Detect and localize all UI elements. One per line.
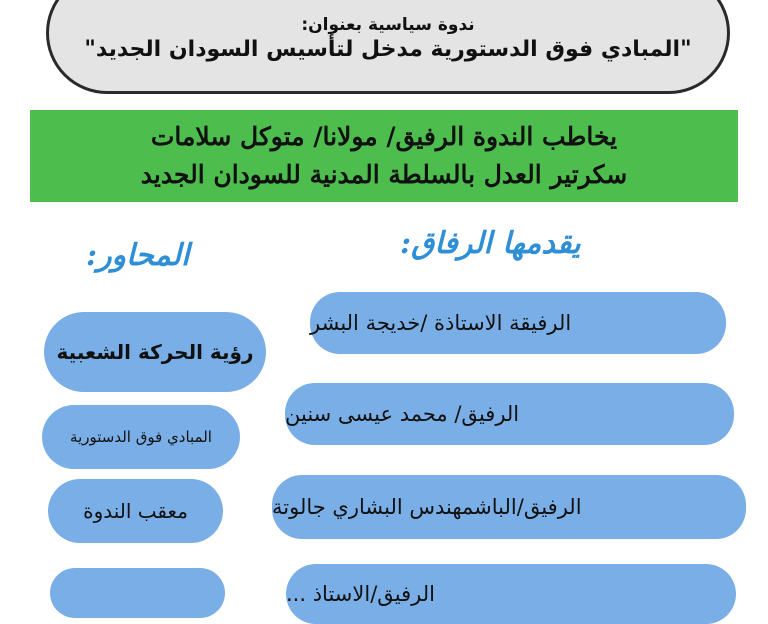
axis-item-4 — [50, 568, 225, 618]
title-main: "المبادي فوق الدستورية مدخل لتأسيس السودان الجديد" — [84, 37, 692, 62]
axis-item-2: المبادي فوق الدستورية — [42, 405, 240, 469]
presenter-item-3: الرفيق/الباشمهندس البشاري جالوتة — [272, 475, 746, 539]
banner-line-2: سكرتير العدل بالسلطة المدنية للسودان الجديد — [140, 160, 628, 189]
presenter-item-1: الرفيقة الاستاذة /خديجة البشر — [310, 292, 726, 354]
axes-heading: المحاور: — [86, 238, 190, 273]
presenter-item-4: الرفيق/الاستاذ ... — [286, 564, 736, 624]
presenters-heading: يقدمها الرفاق: — [400, 226, 581, 261]
banner-line-1: يخاطب الندوة الرفيق/ مولانا/ متوكل سلامات — [150, 122, 618, 151]
presenter-item-2: الرفيق/ محمد عيسى سنين — [285, 383, 734, 445]
axis-item-3: معقب الندوة — [48, 479, 223, 543]
speaker-banner — [30, 110, 738, 202]
title-box — [46, 0, 730, 94]
axis-item-1: رؤية الحركة الشعبية — [44, 312, 266, 392]
title-subtitle: ندوة سياسية بعنوان: — [301, 15, 475, 35]
